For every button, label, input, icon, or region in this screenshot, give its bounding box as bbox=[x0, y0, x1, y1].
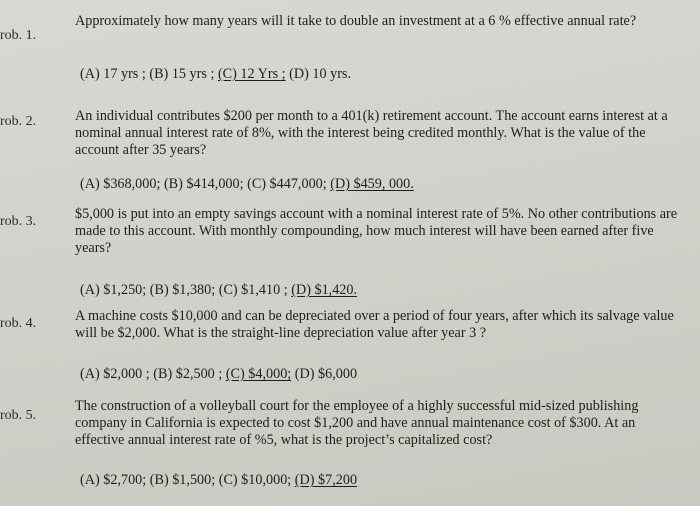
choice-d-correct: (D) $1,420. bbox=[291, 282, 358, 298]
problem-text: The construction of a volleyball court for the employee of a highly successful mid-sized publishing company in California is expected to cost $1,200 and have annual maintenance cost of $300. At an effective annual interest rate of %5, what is the project’s capitalized cost? bbox=[75, 398, 639, 448]
problem-text: Approximately how many years will it take to double an investment at a 6 % effective annual rate? bbox=[75, 13, 637, 29]
problem-number: rob. 3. bbox=[0, 214, 37, 229]
answer-choices bbox=[80, 472, 680, 489]
problem-number: rob. 1. bbox=[0, 28, 37, 43]
choice-a: (A) $1,250; bbox=[80, 282, 147, 298]
problem-number: rob. 5. bbox=[0, 408, 37, 423]
choice-a: (A) $368,000; bbox=[80, 176, 161, 192]
problem-text: A machine costs $10,000 and can be depreciated over a period of four years, after which its salvage value will be $2,000. What is the straight-line depreciation value after year 3 ? bbox=[75, 308, 674, 341]
choice-a: (A) 17 yrs ; bbox=[80, 66, 146, 82]
answer-choices bbox=[80, 282, 680, 299]
choice-d: (D) $6,000 bbox=[294, 366, 358, 382]
choice-a: (A) $2,700; bbox=[80, 472, 147, 488]
choice-b: (B) 15 yrs ; bbox=[149, 66, 215, 82]
choice-c: (C) $10,000; bbox=[218, 472, 292, 488]
choice-b: (B) $1,380; bbox=[149, 282, 216, 298]
choice-d-correct: (D) $7,200 bbox=[294, 472, 358, 488]
choice-d-correct: (D) $459, 000. bbox=[330, 176, 414, 192]
problem-text: $5,000 is put into an empty savings account with a nominal interest rate of 5%. No other contributions are made to this account. With monthly compounding, how much interest will have been earned after five years? bbox=[75, 206, 678, 256]
choice-c-correct: (C) $4,000; bbox=[225, 366, 292, 382]
choice-b: (B) $414,000; bbox=[163, 176, 244, 192]
choice-b: (B) $2,500 ; bbox=[153, 366, 223, 382]
answer-choices bbox=[80, 176, 680, 193]
answer-choices bbox=[80, 66, 680, 83]
problem-number: rob. 4. bbox=[0, 316, 37, 331]
problem-text: An individual contributes $200 per month to a 401(k) retirement account. The account earns interest at a nominal annual interest rate of 8%, with the interest being credited monthly. What is the value of the account after 35 years? bbox=[75, 108, 668, 158]
problem-number: rob. 2. bbox=[0, 114, 37, 129]
choice-c-correct: (C) 12 Yrs ; bbox=[217, 66, 286, 82]
choice-d: (D) 10 yrs. bbox=[289, 66, 352, 82]
answer-choices bbox=[80, 366, 680, 383]
choice-a: (A) $2,000 ; bbox=[80, 366, 150, 382]
choice-b: (B) $1,500; bbox=[149, 472, 216, 488]
choice-c: (C) $1,410 ; bbox=[218, 282, 288, 298]
choice-c: (C) $447,000; bbox=[247, 176, 327, 192]
